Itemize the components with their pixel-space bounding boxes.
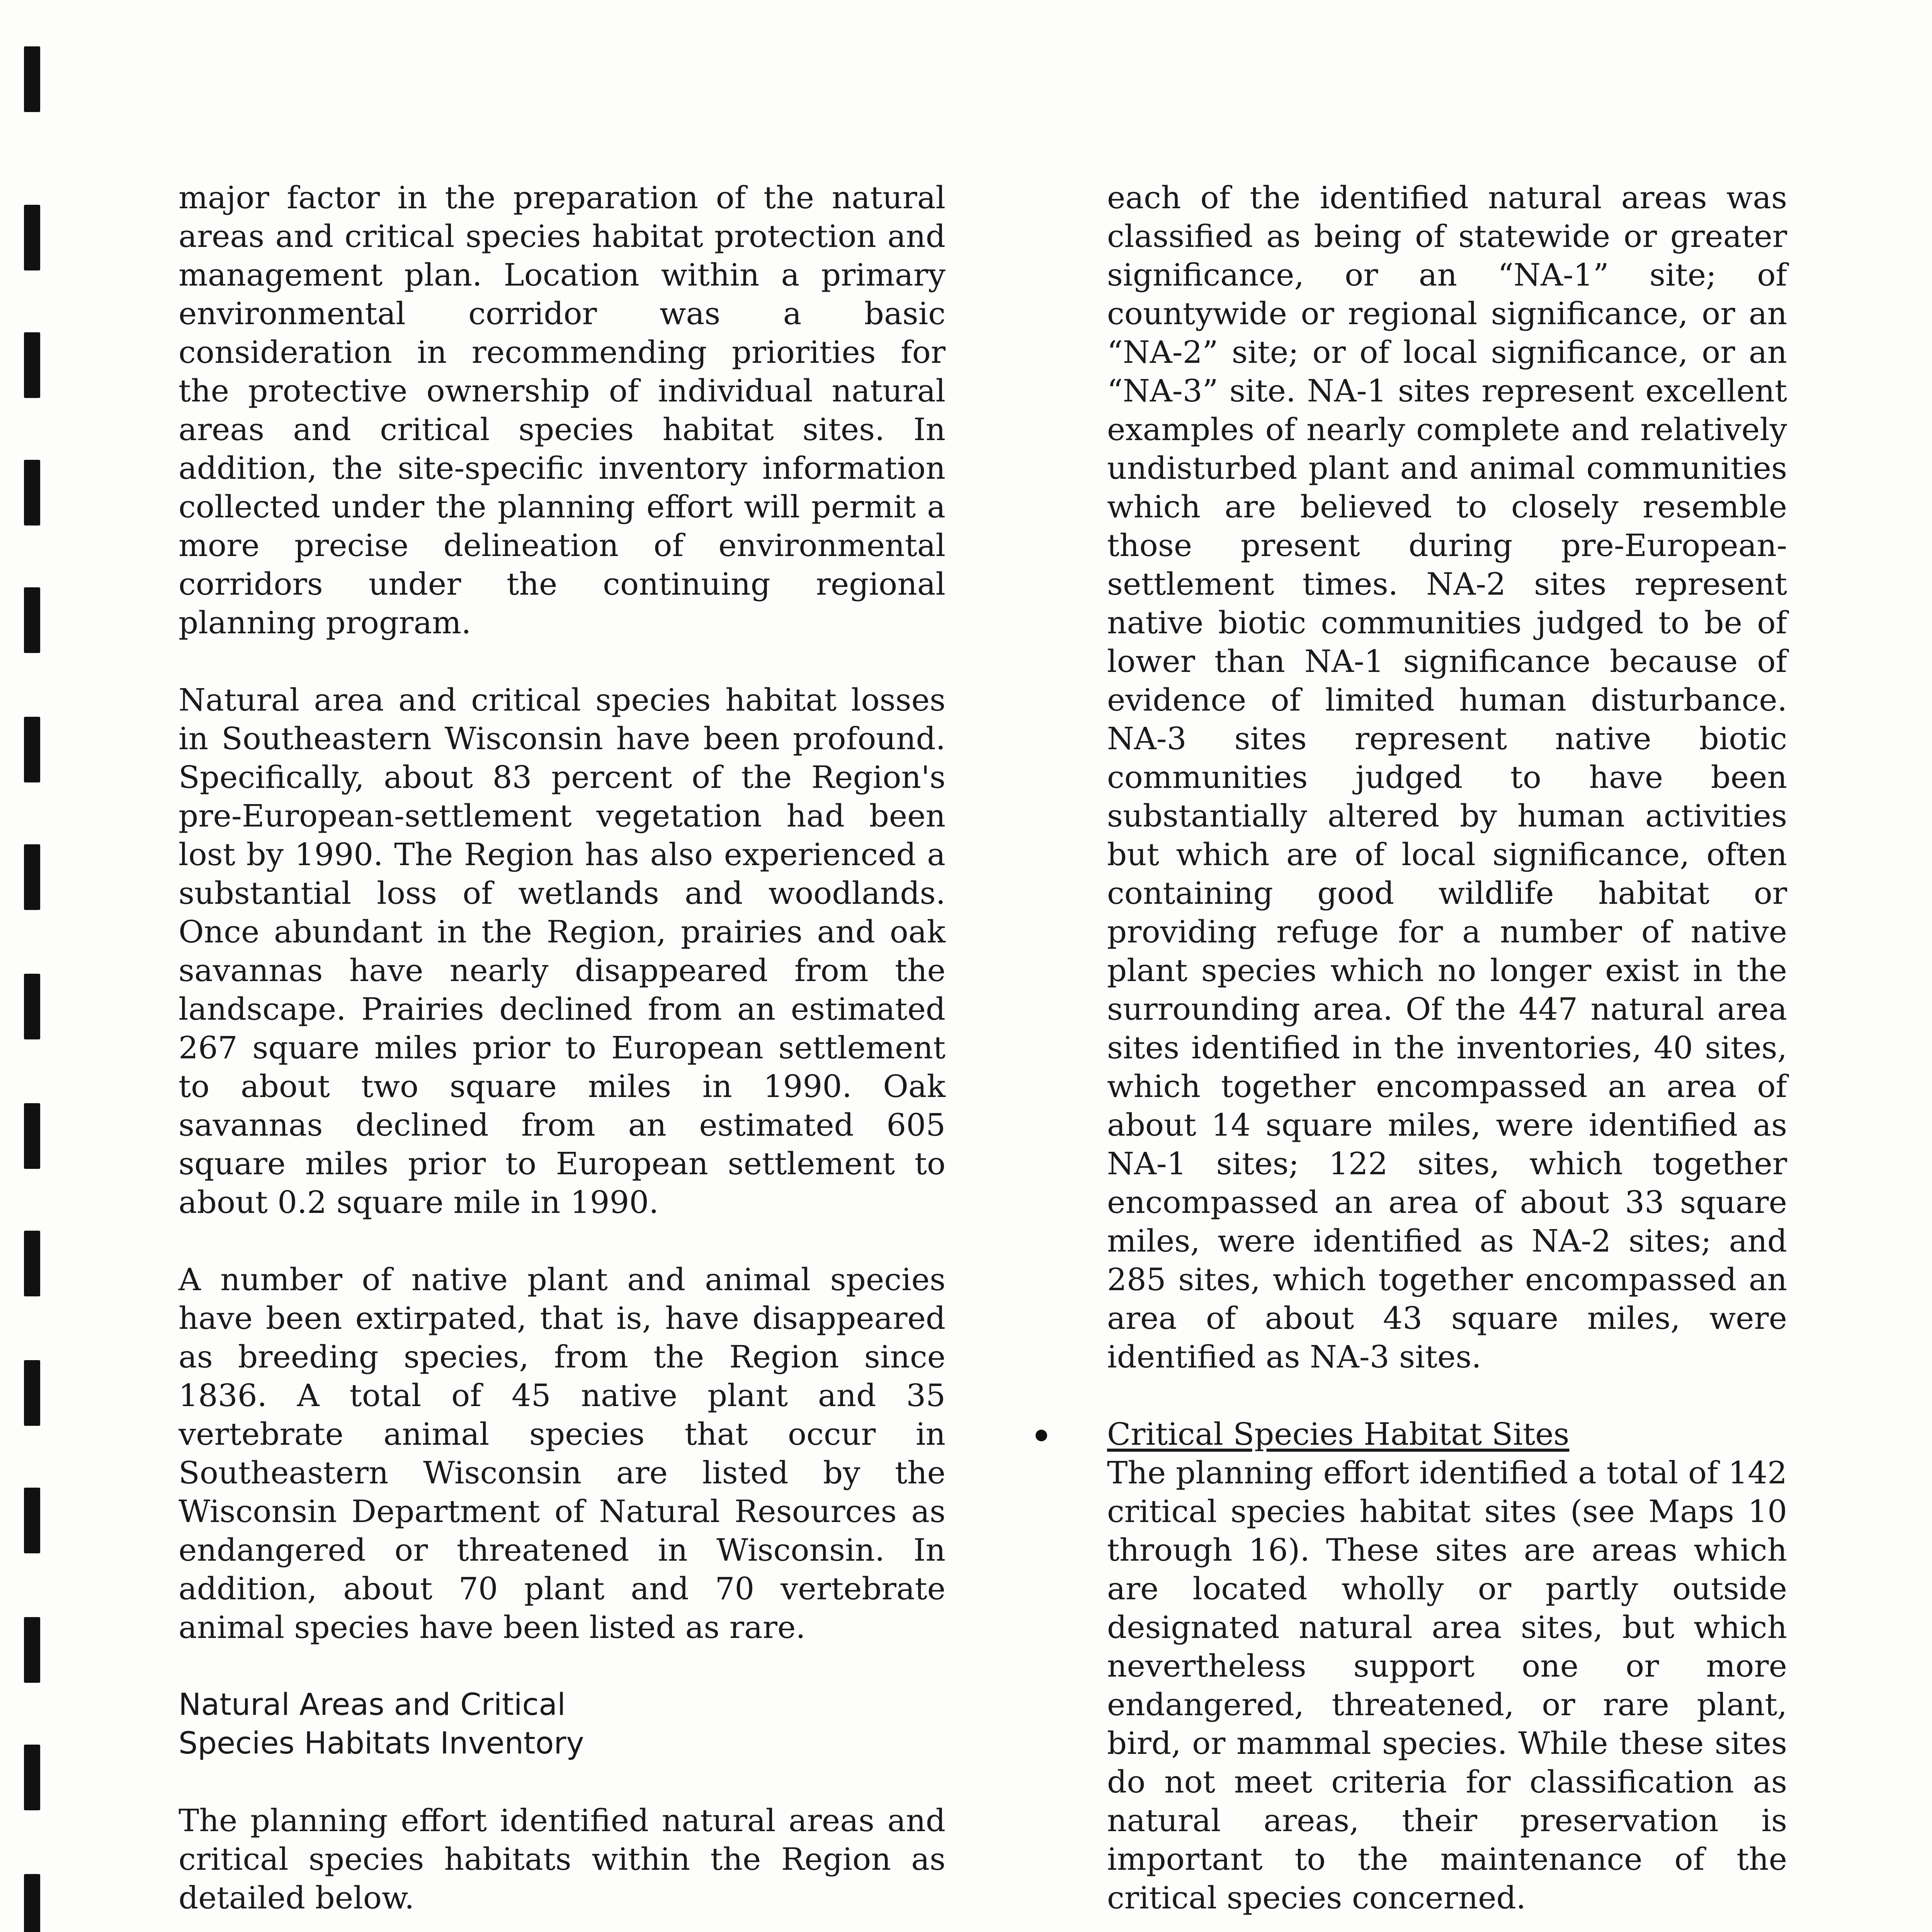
section-heading-line: Species Habitats Inventory (179, 1726, 584, 1761)
binding-bar (24, 205, 40, 270)
binding-bar (24, 1745, 40, 1810)
paragraph: A number of native plant and animal species have been extirpated, that is, have disappeared as breeding species, from the Region since 1836. A total of 45 native plant and 35 vertebrate animal species that occur in Southeastern Wisconsin are listed by the Wisconsin Department of Natural Resources as endangered or threatened in Wisconsin. In addition, about 70 plant and 70 vertebrate animal species have been listed as rare. (179, 1262, 946, 1645)
binding-bar (24, 844, 40, 910)
bullet-continuation (1020, 179, 1787, 1376)
bullet-text: The planning effort identified a total of 142 critical species habitat sites (see Maps 10 through 16). These sites are areas which are located wholly or partly outside designated natural area sites, but which nevertheless support one or more endangered, threatened, or rare plant, bird, or mammal species. While these sites do not meet criteria for classification as natural areas, their preservation is important to the maintenance of the critical species concerned. (1107, 1455, 1787, 1916)
paragraph: The planning effort identified natural areas and critical species habitats within the Region as detailed below. (179, 1803, 946, 1916)
right-column (1020, 179, 1787, 1932)
bullet-text: each of the identified natural areas was classified as being of statewide or greater significance, or an “NA-1” site; of countywide or regional significance, or an “NA-2” site; or of local significance, or an “NA-3” site. NA-1 sites represent excellent examples of nearly complete and relatively undisturbed plant and animal communities which are believed to closely resemble those present during pre-European-settlement times. NA-2 sites represent native biotic communities judged to be of lower than NA-1 significance because of evidence of limited human disturbance. NA-3 sites represent native biotic communities judged to have been substantially altered by human activities but which are of local significance, often containing good wildlife habitat or providing refuge for a number of native plant species which no longer exist in the surrounding area. Of the 447 natural area sites identified in the inventories, 40 sites, which together encompassed an area of about 14 square miles, were identified as NA-1 sites; 122 sites, which together encompassed an area of about 33 square miles, were identified as NA-2 sites; and 285 sites, which together encompassed an area of about 43 square miles, were identified as NA-3 sites. (1107, 180, 1787, 1375)
bullet-title: Critical Species Habitat Sites (1107, 1416, 1570, 1452)
section-heading (179, 1685, 946, 1763)
binding-bar (24, 587, 40, 653)
binding-bar (24, 1103, 40, 1169)
binding-bar (24, 1874, 40, 1932)
binding-bar (24, 332, 40, 398)
section-heading-line: Natural Areas and Critical (179, 1687, 566, 1722)
left-column (179, 179, 946, 1932)
binding-bar (24, 1360, 40, 1426)
paragraph: Natural area and critical species habitat losses in Southeastern Wisconsin have been profound. Specifically, about 83 percent of the Region's pre-European-settlement vegetation had been lost by 1990. The Region has also experienced a substantial loss of wetlands and woodlands. Once abundant in the Region, prairies and oak savannas have nearly disappeared from the landscape. Prairies declined from an estimated 267 square miles prior to European settlement to about two square miles in 1990. Oak savannas declined from an estimated 605 square miles prior to European settlement to about 0.2 square mile in 1990. (179, 682, 946, 1220)
binding-bar (24, 46, 40, 112)
paragraph: major factor in the preparation of the natural areas and critical species habitat protection and management plan. Location within a primary environmental corridor was a basic consideration in recommending priorities for the protective ownership of individual natural areas and critical species habitat sites. In addition, the site-specific inventory information collected under the planning effort will permit a more precise delineation of environmental corridors under the continuing regional planning program. (179, 180, 946, 641)
bullet-critical-species-habitat-sites (1020, 1415, 1787, 1917)
bullet-icon (1036, 1430, 1047, 1441)
binding-bar (24, 1617, 40, 1683)
binding-bar (24, 717, 40, 782)
binding-bar (24, 974, 40, 1039)
binding-bar (24, 1488, 40, 1553)
binding-bar (24, 460, 40, 526)
binding-bar (24, 1231, 40, 1296)
